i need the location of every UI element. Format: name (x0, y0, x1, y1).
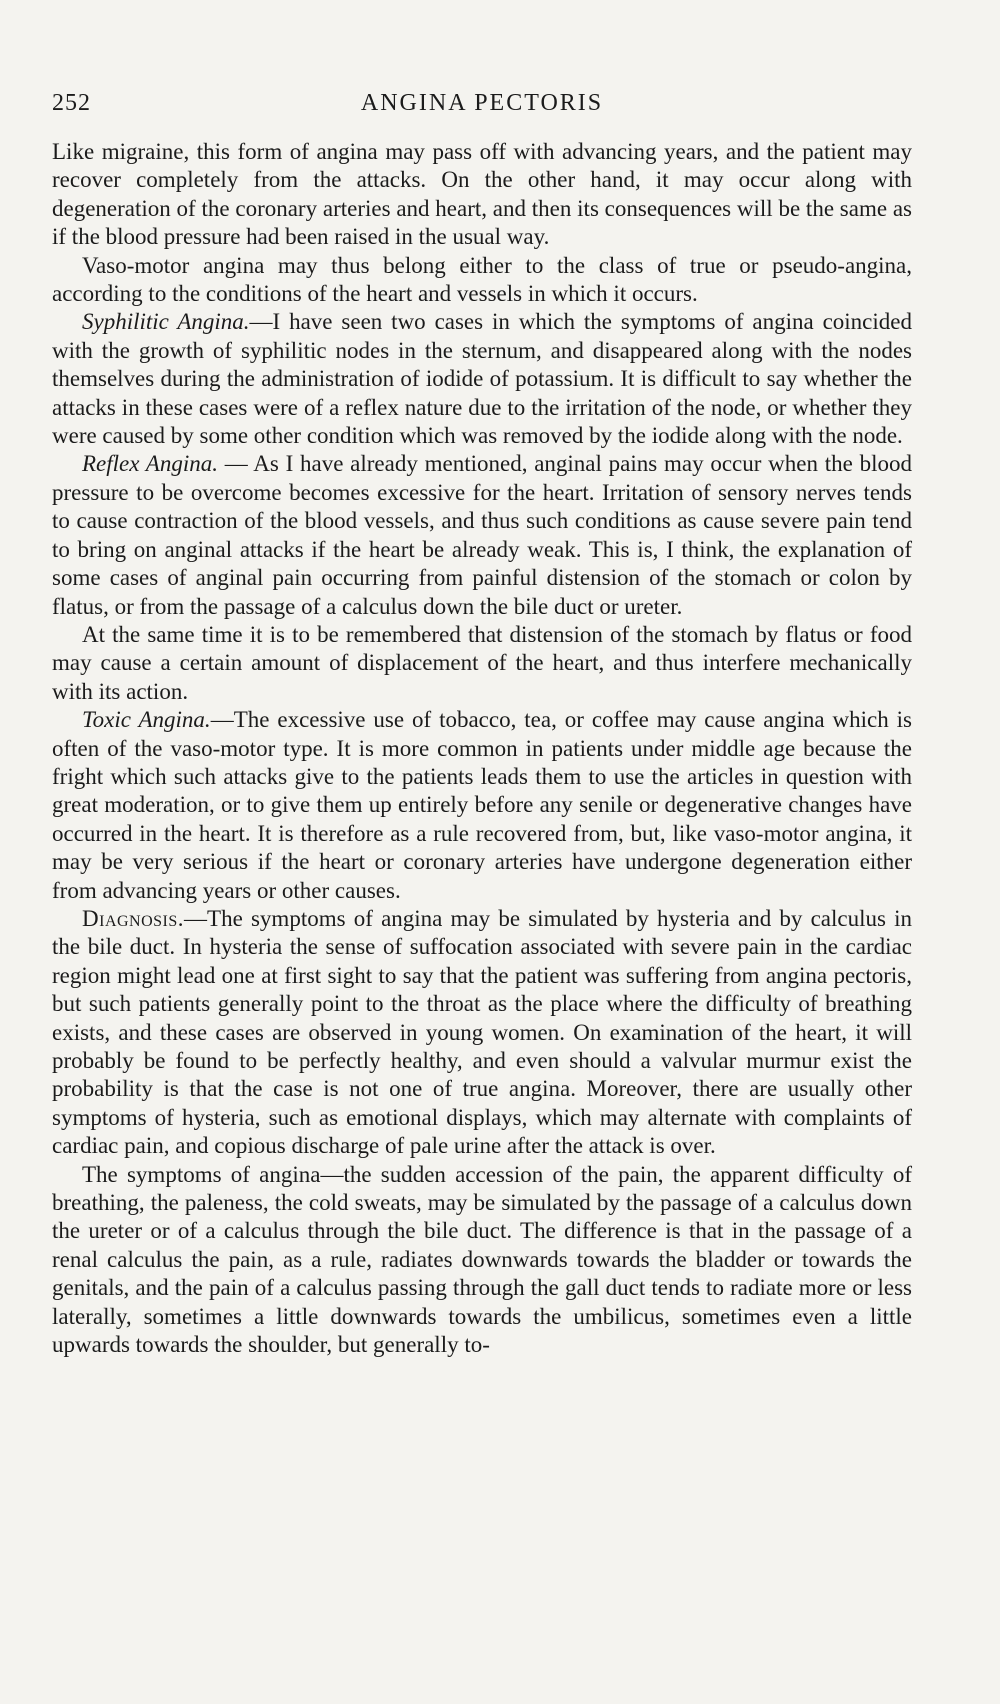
paragraph-text: Like migraine, this form of angina may pass off with advancing years, and the patient may recover completely from the attacks. On the other hand, it may occur along with degeneration of the coronary arteries and heart, and then its consequences will be the same as if the blood pressure had been raised in the usual way. (52, 139, 912, 250)
paragraph-text: —The symptoms of angina may be simulated by hysteria and by calculus in the bile duct. In hysteria the sense of suffocation associated with severe pain in the cardiac region might lead one at first sight to say that the patient was suffering from angina pectoris, but such patients generally point to the throat as the place where the difficulty of breathing exists, and these cases are observed in young women. On examination of the heart, it will probably be found to be perfectly healthy, and even should a valvular murmur exist the probability is that the case is not one of true angina. Moreover, there are usually other symptoms of hysteria, such as emotional displays, which may alternate with complaints of cardiac pain, and copious discharge of pale urine after the attack is over. (52, 905, 912, 1159)
body-text (52, 138, 912, 1359)
paragraph-text: At the same time it is to be remembered that distension of the stomach by flatus or food may cause a certain amount of displacement of the heart, and thus interfere mechanically with its action. (52, 621, 912, 704)
paragraph-migraine (52, 138, 912, 252)
paragraph-distension (52, 621, 912, 706)
paragraph-toxic-angina (52, 706, 912, 905)
section-heading-reflex-angina: Reflex Angina. (82, 451, 218, 477)
paragraph-text: —The excessive use of tobacco, tea, or coffee may cause angina which is often of the vaso-motor type. It is more common in patients under middle age because the fright which such attacks give to the patients leads them to use the articles in question with great moderation, or to give them up entirely before any senile or degenerative changes have occurred in the heart. It is therefore as a rule recovered from, but, like vaso-motor angina, it may be very serious if the heart or coronary arteries have undergone degeneration either from advancing years or other causes. (52, 707, 912, 903)
section-heading-diagnosis: Diagnosis. (82, 905, 185, 931)
paragraph-text: — As I have already mentioned, anginal pains may occur when the blood pressure to be overcome becomes excessive for the heart. Irritation of sensory nerves tends to cause contraction of the blood vessels, and thus such conditions as cause severe pain tend to bring on anginal attacks if the heart be already weak. This is, I think, the explanation of some cases of anginal pain occurring from painful distension of the stomach or colon by flatus, or from the passage of a calculus down the bile duct or ureter. (52, 451, 913, 619)
paragraph-text: The symptoms of angina—the sudden accession of the pain, the apparent difficulty of breathing, the paleness, the cold sweats, may be simulated by the passage of a calculus down the ureter or of a calculus through the bile duct. The difference is that in the passage of a renal calculus the pain, as a rule, radiates downwards towards the bladder or towards the genitals, and the pain of a calculus passing through the gall duct tends to radiate more or less laterally, sometimes a little downwards towards the umbilicus, sometimes even a little upwards towards the shoulder, but generally to- (52, 1161, 912, 1358)
paragraph-syphilitic-angina (52, 308, 912, 450)
paragraph-text: —I have seen two cases in which the symptoms of angina coincided with the growth of syphilitic nodes in the sternum, and disappeared along with the nodes themselves during the administration of iodide of potassium. It is difficult to say whether the attacks in these cases were of a reflex nature due to the irritation of the node, or whether they were caused by some other condition which was removed by the iodide along with the node. (52, 309, 912, 449)
paragraph-vaso-motor (52, 252, 912, 309)
paragraph-reflex-angina (52, 450, 912, 620)
paragraph-diagnosis (52, 905, 912, 1161)
paragraph-calculus (52, 1161, 912, 1360)
paragraph-text: Vaso-motor angina may thus belong either to the class of true or pseudo-angina, according to the conditions of the heart and vessels in which it occurs. (52, 252, 912, 307)
book-page (52, 90, 912, 1359)
page-number: 252 (52, 90, 91, 116)
section-heading-toxic-angina: Toxic Angina. (82, 707, 211, 733)
section-heading-syphilitic-angina: Syphilitic Angina. (82, 309, 250, 335)
running-head (52, 90, 912, 124)
running-title: ANGINA PECTORIS (360, 90, 604, 116)
